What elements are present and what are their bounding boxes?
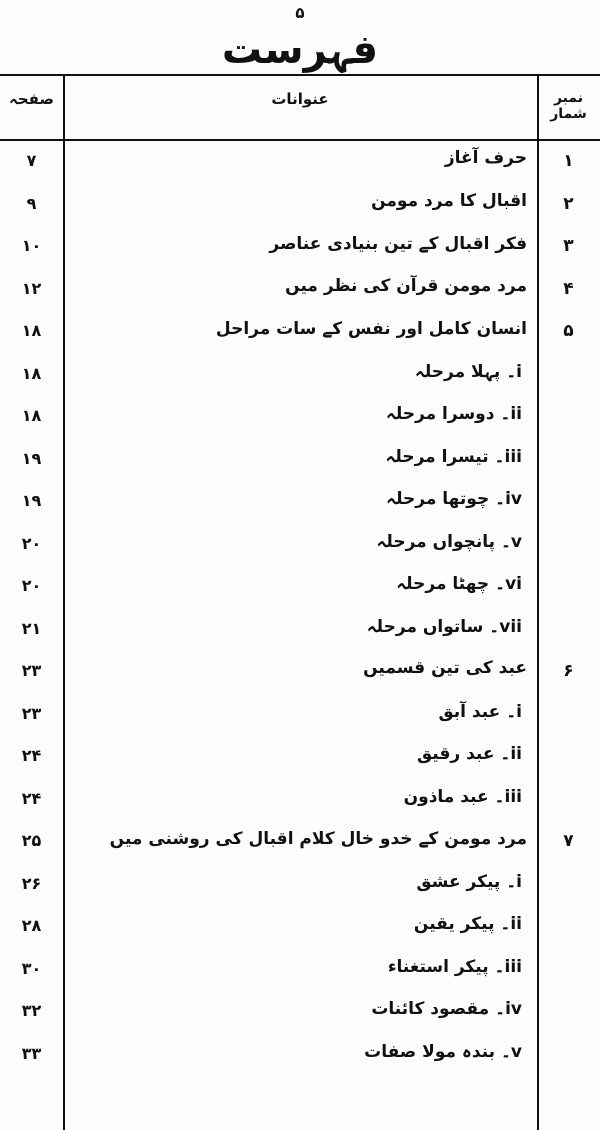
contents-table-body (0, 142, 600, 1127)
row-topic-title: vii۔ ساتواں مرحلہ (366, 616, 522, 637)
row-topic-title: i۔ پہلا مرحلہ (414, 361, 522, 382)
row-topic-title: حرف آغاز (444, 148, 527, 168)
row-topic-title: iv۔ مقصود کائنات (371, 999, 522, 1019)
row-serial-number: ۴ (563, 278, 574, 299)
row-topic-title: ii۔ دوسرا مرحلہ (385, 404, 522, 424)
table-row (0, 610, 600, 653)
row-page-number: ۲۸ (21, 916, 42, 935)
column-header-serial: نمبر شمار (550, 90, 587, 122)
row-page-number: ۳۰ (21, 958, 42, 978)
table-row (0, 185, 600, 228)
row-topic-title: مرد مومن قرآن کی نظر میں (285, 275, 527, 296)
table-row (0, 1035, 600, 1078)
table-row (0, 950, 600, 993)
row-topic-title: vi۔ چھٹا مرحلہ (396, 574, 522, 594)
row-page-number: ۲۰ (21, 576, 42, 595)
row-topic-title: فکر اقبال کے تین بنیادی عناصر (269, 234, 527, 254)
row-page-number: ۱۹ (21, 448, 42, 468)
table-row (0, 312, 600, 355)
table-row (0, 270, 600, 313)
row-page-number: ۲۴ (21, 788, 42, 808)
row-page-number: ۳۲ (21, 1001, 42, 1020)
table-row (0, 227, 600, 270)
table-row (0, 907, 600, 950)
row-topic-title: iv۔ چوتھا مرحلہ (386, 489, 522, 509)
row-topic-title: v۔ بندہ مولا صفات (364, 1041, 522, 1062)
row-topic-title: iii۔ تیسرا مرحلہ (385, 446, 522, 467)
column-header-page: صفحہ (9, 90, 54, 108)
row-page-number: ۳۳ (21, 1043, 42, 1063)
row-page-number: ۹ (26, 193, 37, 213)
row-page-number: ۲۳ (21, 661, 42, 680)
table-row (0, 397, 600, 440)
row-page-number: ۲۴ (21, 746, 42, 765)
row-topic-title: انسان کامل اور نفس کے سات مراحل (215, 319, 527, 339)
table-row (0, 780, 600, 823)
column-header-topics: عنوانات (271, 90, 329, 108)
row-serial-number: ۷ (563, 831, 574, 851)
row-page-number: ۱۸ (21, 363, 42, 383)
row-page-number: ۱۸ (21, 321, 42, 340)
table-row (0, 567, 600, 610)
table-row (0, 652, 600, 695)
table-row (0, 695, 600, 738)
row-topic-title: مرد مومن کے خدو خال کلام اقبال کی روشنی میں (109, 829, 527, 849)
table-row (0, 525, 600, 568)
row-topic-title: ii۔ پیکر یقین (413, 914, 522, 934)
row-page-number: ۲۵ (21, 831, 42, 850)
row-page-number: ۲۶ (21, 873, 42, 893)
row-page-number: ۱۰ (21, 236, 42, 255)
row-page-number: ۱۹ (21, 491, 42, 510)
table-row (0, 992, 600, 1035)
table-row (0, 822, 600, 865)
table-row (0, 737, 600, 780)
row-serial-number: ۶ (563, 661, 574, 681)
row-topic-title: عبد کی تین قسمیں (363, 658, 527, 678)
table-row (0, 865, 600, 908)
table-row (0, 142, 600, 185)
row-topic-title: i۔ پیکر عشق (416, 871, 522, 892)
page-number: ۵ (295, 4, 305, 22)
table-top-border (0, 74, 600, 76)
row-topic-title: اقبال کا مرد مومن (371, 190, 527, 211)
row-serial-number: ۲ (563, 193, 574, 214)
row-topic-title: i۔ عبد آبق (438, 701, 522, 722)
row-page-number: ۲۳ (21, 703, 42, 723)
row-serial-number: ۳ (563, 236, 574, 256)
row-page-number: ۱۸ (21, 406, 42, 425)
table-row (0, 482, 600, 525)
page-title: فہرست (221, 27, 379, 73)
row-topic-title: iii۔ پیکر استغناء (387, 956, 522, 977)
table-row (0, 440, 600, 483)
row-serial-number: ۱ (563, 151, 574, 171)
row-page-number: ۱۲ (21, 278, 42, 298)
row-page-number: ۷ (26, 151, 37, 170)
row-topic-title: iii۔ عبد ماذون (403, 786, 522, 807)
row-topic-title: ii۔ عبد رقیق (416, 744, 522, 764)
row-topic-title: v۔ پانچواں مرحلہ (376, 531, 522, 552)
row-serial-number: ۵ (563, 321, 574, 341)
table-row (0, 355, 600, 398)
table-header-divider (0, 139, 600, 141)
row-page-number: ۲۰ (21, 533, 42, 553)
row-page-number: ۲۱ (21, 618, 42, 638)
